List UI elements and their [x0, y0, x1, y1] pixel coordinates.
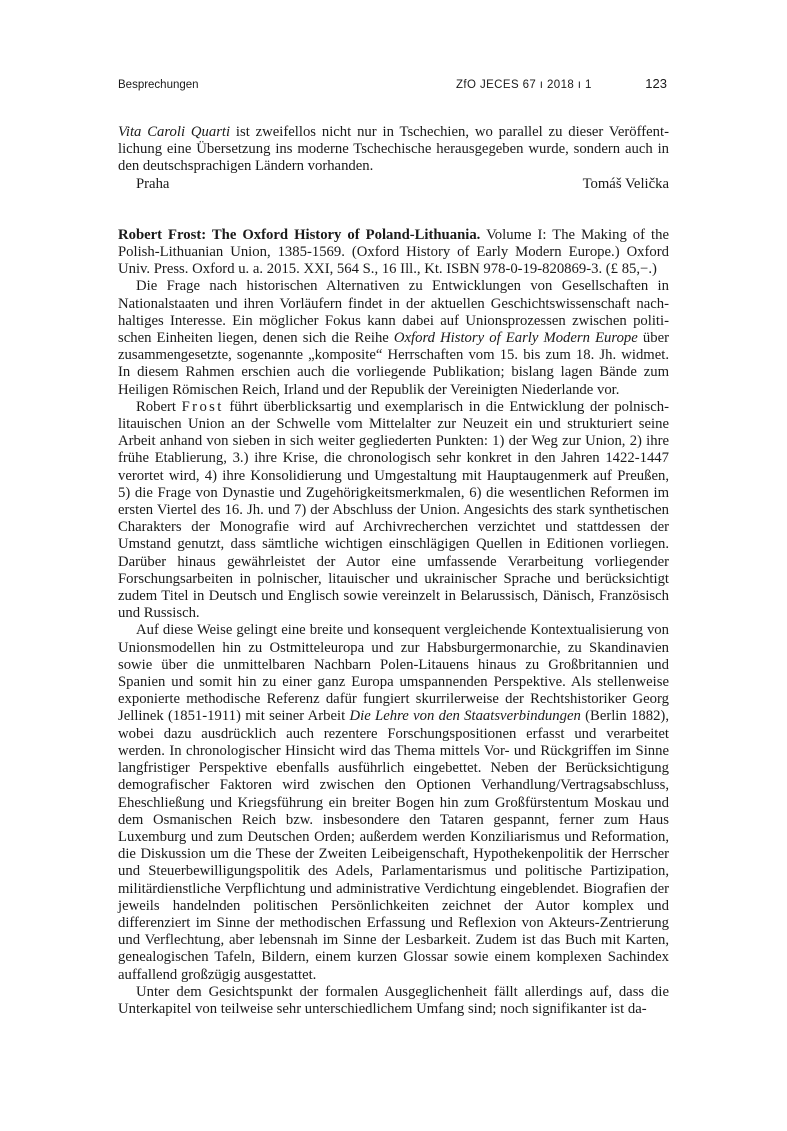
paragraph-text: Auf diese Weise gelingt eine breite und konsequent vergleichende Kontextualisierung von Unionsmodellen hin zu Ostmitteleuropa und zur Habsburgermonarchie, zu Skandinavien sowie über die unmittelbaren Nachbarn Polen-Litauens hinaus zu Großbritannien und Spanien und somit hin zu einer ganz Europa umspannenden Perspektive. Als stellenweise exponierte methodische Referenz dafür fungiert skurrilerweise der Rechtshistoriker Georg Jellinek (1851-1911) mit seiner Arbeit [118, 622, 669, 725]
paragraph-text: über zusammengesetzte, sogenannte „komposite“ Herrschaften vom 15. bis zum 18. Jh. widmet. In diesem Rahmen erschien auch die vorliegende Publikation; bislang lagen Bände zum Heiligen Römischen Reich, Irland und der Republik der Vereinigten Niederlande vor. [118, 330, 669, 398]
paragraph-text: (Berlin 1882), wobei dazu ausdrücklich auch rezentere Forschungspositionen erfasst und verarbeitet werden. In chronologischer Hinsicht wird das Thema mittels Vor- und Rückgriffen im Sinne langfristiger Perspektive ebenfalls ausführlich eingebettet. Neben der Berücksichtigung demografischer Faktoren wird zwischen den Optionen Verhandlung/Vertragsabschluss, Eheschließung und Kriegsführung ein breiter Bogen hin zum Großfürstentum Moskau und dem Osmanischen Reich bzw. insbesondere den Tataren gespannt, ferner zum Haus Luxemburg und zum Deutschen Orden; außerdem werden Konziliarismus und Reformation, die Diskussion um die These der Zweiten Leibeigenschaft, Hypothekenpolitik der Herrscher und Steuerbewilligungspolitik des Adels, Parlamentarismus und politische Partizipation, militärdienstliche Verpflichtung und administrative Verdichtung eingeblendet. Biografien der jeweils handelnden politischen Persönlichkeiten zeichnet der Autor komplex und differenziert im Sinne der methodischen Erfassung und Reflexion von Akteurs-Zentrierung und Verflechtung, aber lebensnah im Sinne der Lesbarkeit. Zudem ist das Buch mit Karten, genealogischen Tafeln, Bildern, einem kurzen Glossar sowie einem komplexen Sachindex auffallend großzügig ausgestattet. [118, 708, 669, 983]
previous-review-text: ist zweifellos nicht nur in Tschechien, wo parallel zu dieser Veröffentlichung eine Übersetzung ins moderne Tschechische herausgegeben wurde, sondern auch in den deutschsprachigen Ländern vorhanden. [118, 124, 670, 175]
paragraph-text: Die Frage nach historischen Alternativen zu Entwicklungen von Gesellschaften in Nationalstaaten und ihren Vorläufern findet in der aktuellen Geschichtswissenschaft nachhaltiges Interesse. Ein möglicher Fokus kann dabei auf Unionsprozessen zwischen politischen Einheiten liegen, denen sich die Reihe [118, 278, 669, 347]
paragraph-text: Robert [136, 398, 182, 415]
book-details: Volume I: The Making of the Polish-Lithuanian Union, 1385-1569. (Oxford History of Early Modern Europe.) Oxford Univ. Press. Oxford u. a. 2015. XXI, 564 S., 16 Ill., Kt. ISBN 978-0-19-820869-3. (£ 85,−.) [118, 226, 669, 278]
review-paragraph-3 [118, 622, 669, 983]
cited-work-title: Die Lehre von den Staatsverbindungen [349, 708, 581, 725]
review-citation [118, 227, 669, 279]
previous-review-closing [118, 124, 669, 176]
previous-review-signature [118, 176, 669, 193]
review-paragraph-2 [118, 399, 669, 623]
paragraph-text: Unter dem Gesichtspunkt der formalen Ausgeglichenheit fällt allerdings auf, dass die Unterkapitel von teilweise sehr unterschiedlichem Umfang sind; noch signifikanter ist da- [118, 983, 669, 1017]
review-paragraph-4 [118, 984, 669, 1018]
author-name-spaced: Frost [181, 398, 224, 415]
reviewer-place: Praha [136, 175, 170, 192]
review-separator [118, 193, 669, 227]
review-paragraph-1 [118, 278, 669, 398]
journal-citation: ZfO JECES 67 ı 2018 ı 1 [456, 79, 592, 91]
series-title: Oxford History of Early Modern Europe [393, 330, 638, 347]
page-body [118, 124, 669, 1018]
page-number: 123 [645, 76, 667, 91]
running-header [118, 76, 669, 94]
paragraph-text: führt überblicksartig und exemplarisch in die Entwicklung der polnisch-litauischen Union an der Schwelle vom Mittelalter zur Neuzeit ein und strukturiert seine Arbeit anhand von sieben in sich weiter gegliederten Punkten: 1) der Weg zur Union, 2) ihre frühe Etablierung, 3.) ihre Krise, die chronologisch sehr konkret in den Jahren 1422-1447 verortet wird, 4) ihre Konsolidierung und Umgestaltung mit Hauptaugenmerk auf Preußen, 5) die Frage von Dynastie und Zugehörigkeitsmerkmalen, 6) die wesentlichen Reformen im ersten Viertel des 16. Jh. und 7) der Abschluss der Union. Angesichts des stark synthetischen Charakters der Monografie wird auf Archivrecherchen verzichtet und stattdessen der Umstand genutzt, dass sämtliche wichtigen einschlägigen Quellen in Editionen vorliegen. Darüber hinaus gewährleistet der Autor eine umfassende Verarbeitung vorliegender Forschungsarbeiten in polnischer, litauischer und ukrainischer Sprache und berücksichtigt zudem Titel in Deutsch und Englisch sowie vereinzelt in Belarussisch, Dänisch, Französisch und Russisch. [118, 398, 669, 622]
book-title: Robert Frost: The Oxford History of Poland-Lithuania. [118, 226, 481, 243]
reviewer-name: Tomáš Velička [582, 175, 669, 192]
previous-review-title: Vita Caroli Quarti [118, 124, 231, 140]
section-title: Besprechungen [118, 79, 199, 91]
